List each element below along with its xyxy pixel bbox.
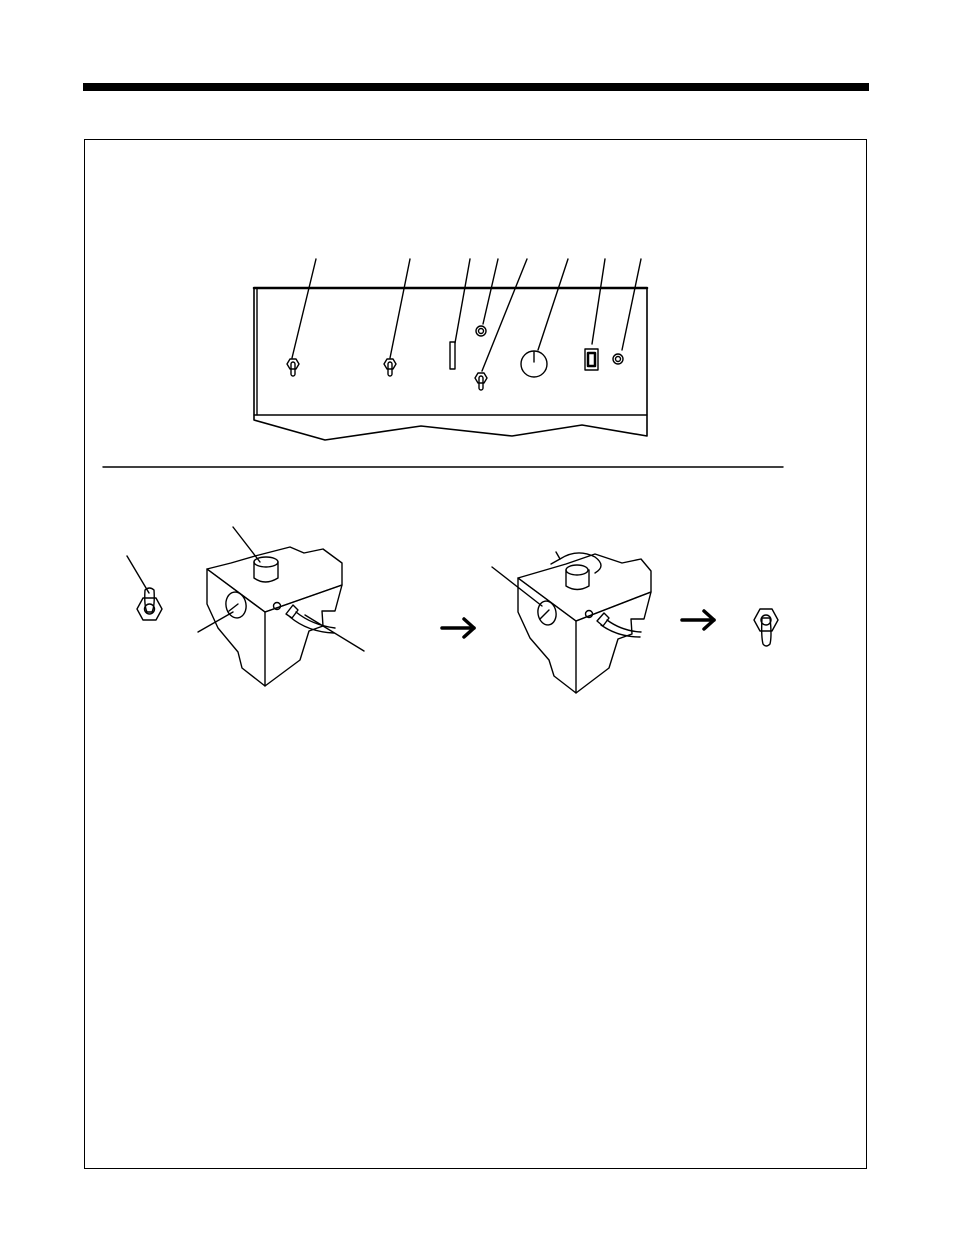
panel-toggle-switch-3 [475,373,487,390]
panel-toggle-switch-1 [287,359,299,376]
step1-toggle-leader [127,556,149,593]
leader-7 [592,259,605,344]
leader-6 [538,259,568,350]
step1-valve-block [198,527,364,686]
panel-toggle-switch-2 [384,359,396,376]
panel-pilot-lamp-2 [613,354,623,364]
step1-toggle-switch [127,556,162,620]
leader-2 [390,259,410,358]
leader-1 [292,259,316,358]
panel-pilot-lamp-1 [476,326,486,336]
leader-3 [455,259,470,343]
step-arrow-1 [442,619,474,637]
panel-control-knob [521,351,547,377]
step2-valve-block [492,552,651,693]
step3-toggle-switch [754,609,778,646]
panel-rocker-switch [585,349,598,370]
leader-8 [622,259,641,350]
leader-5 [482,259,527,371]
step-arrow-2 [682,611,714,629]
panel-slot-indicator [450,342,455,369]
leader-4 [483,259,498,324]
control-panel [254,259,647,440]
